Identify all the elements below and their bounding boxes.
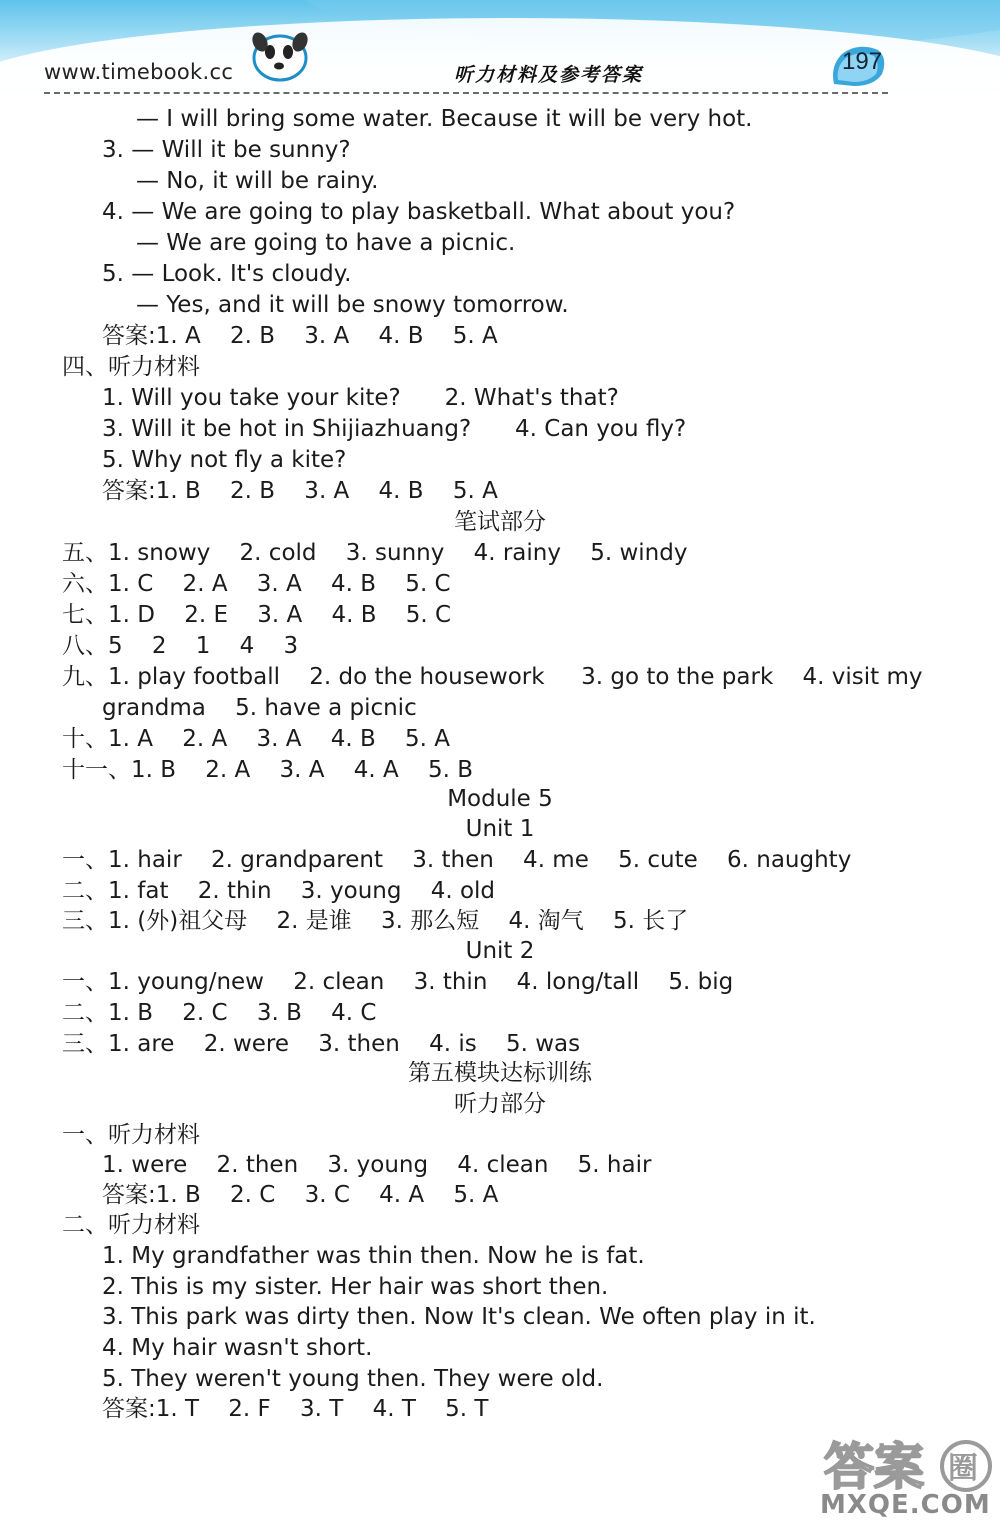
answer-line: 三、1. (外)祖父母 2. 是谁 3. 那么短 4. 淘气 5. 长了	[62, 908, 689, 934]
answer-line: 二、1. B 2. C 3. B 4. C	[62, 1000, 377, 1026]
text-line: 3. This park was dirty then. Now It's clean. We often play in it.	[102, 1304, 816, 1330]
text-line: 3. — Will it be sunny?	[102, 137, 351, 163]
text-line: 2. This is my sister. Her hair was short then.	[102, 1274, 609, 1300]
answer-line: 答案:1. A 2. B 3. A 4. B 5. A	[102, 323, 498, 349]
answer-line: 一、1. young/new 2. clean 3. thin 4. long/tall 5. big	[62, 969, 734, 995]
text-line: 4. My hair wasn't short.	[102, 1335, 373, 1361]
answer-line: 七、1. D 2. E 3. A 4. B 5. C	[62, 602, 452, 628]
part-heading: 听力部分	[454, 1091, 546, 1117]
text-line: — No, it will be rainy.	[136, 168, 379, 194]
answer-line: 一、1. hair 2. grandparent 3. then 4. me 5. cute 6. naughty	[62, 847, 852, 873]
page-number: 197	[842, 48, 883, 75]
text-line: 4. — We are going to play basketball. What about you?	[102, 199, 736, 225]
answer-line: 九、1. play football 2. do the housework 3. go to the park 4. visit my	[62, 664, 923, 690]
text-line: — Yes, and it will be snowy tomorrow.	[136, 292, 569, 318]
text-line: 3. Will it be hot in Shijiazhuang? 4. Can you fly?	[102, 416, 687, 442]
svg-text:圈: 圈	[948, 1451, 978, 1486]
text-line: 1. My grandfather was thin then. Now he is fat.	[102, 1243, 645, 1269]
answer-line: 答案:1. T 2. F 3. T 4. T 5. T	[102, 1396, 489, 1422]
answer-line: 答案:1. B 2. C 3. C 4. A 5. A	[102, 1182, 499, 1208]
text-line: 5. — Look. It's cloudy.	[102, 261, 352, 287]
unit-heading: Unit 2	[465, 938, 535, 964]
answer-line: 二、1. fat 2. thin 3. young 4. old	[62, 878, 496, 904]
text-line: — I will bring some water. Because it will be very hot.	[136, 106, 753, 132]
unit-heading: Unit 1	[465, 816, 535, 842]
answer-line: grandma 5. have a picnic	[102, 695, 417, 721]
answer-line: 八、5 2 1 4 3	[62, 633, 299, 659]
running-title: 听力材料及参考答案	[454, 64, 644, 86]
section-heading: 四、听力材料	[62, 354, 200, 380]
text-line: 1. were 2. then 3. young 4. clean 5. hair	[102, 1152, 652, 1178]
answer-line: 三、1. are 2. were 3. then 4. is 5. was	[62, 1031, 581, 1057]
watermark-url: MXQE.COM	[820, 1490, 991, 1520]
answer-line: 六、1. C 2. A 3. A 4. B 5. C	[62, 571, 451, 597]
svg-text:答案: 答案	[824, 1438, 924, 1496]
dog-mascot-icon	[248, 22, 312, 86]
text-line: 1. Will you take your kite? 2. What's that?	[102, 385, 619, 411]
module-heading: Module 5	[447, 786, 553, 812]
text-line: 5. Why not fly a kite?	[102, 447, 347, 473]
section-heading: 一、听力材料	[62, 1122, 200, 1148]
part-heading: 第五模块达标训练	[408, 1060, 592, 1086]
site-url: www.timebook.cc	[44, 60, 234, 84]
header-divider	[44, 92, 888, 94]
section-heading: 二、听力材料	[62, 1212, 200, 1238]
text-line: 5. They weren't young then. They were old.	[102, 1366, 604, 1392]
answer-line: 十、1. A 2. A 3. A 4. B 5. A	[62, 726, 450, 752]
answer-line: 答案:1. B 2. B 3. A 4. B 5. A	[102, 478, 498, 504]
answer-line: 五、1. snowy 2. cold 3. sunny 4. rainy 5. windy	[62, 540, 688, 566]
answer-line: 十一、1. B 2. A 3. A 4. A 5. B	[62, 757, 474, 783]
text-line: — We are going to have a picnic.	[136, 230, 516, 256]
part-heading: 笔试部分	[454, 509, 546, 535]
